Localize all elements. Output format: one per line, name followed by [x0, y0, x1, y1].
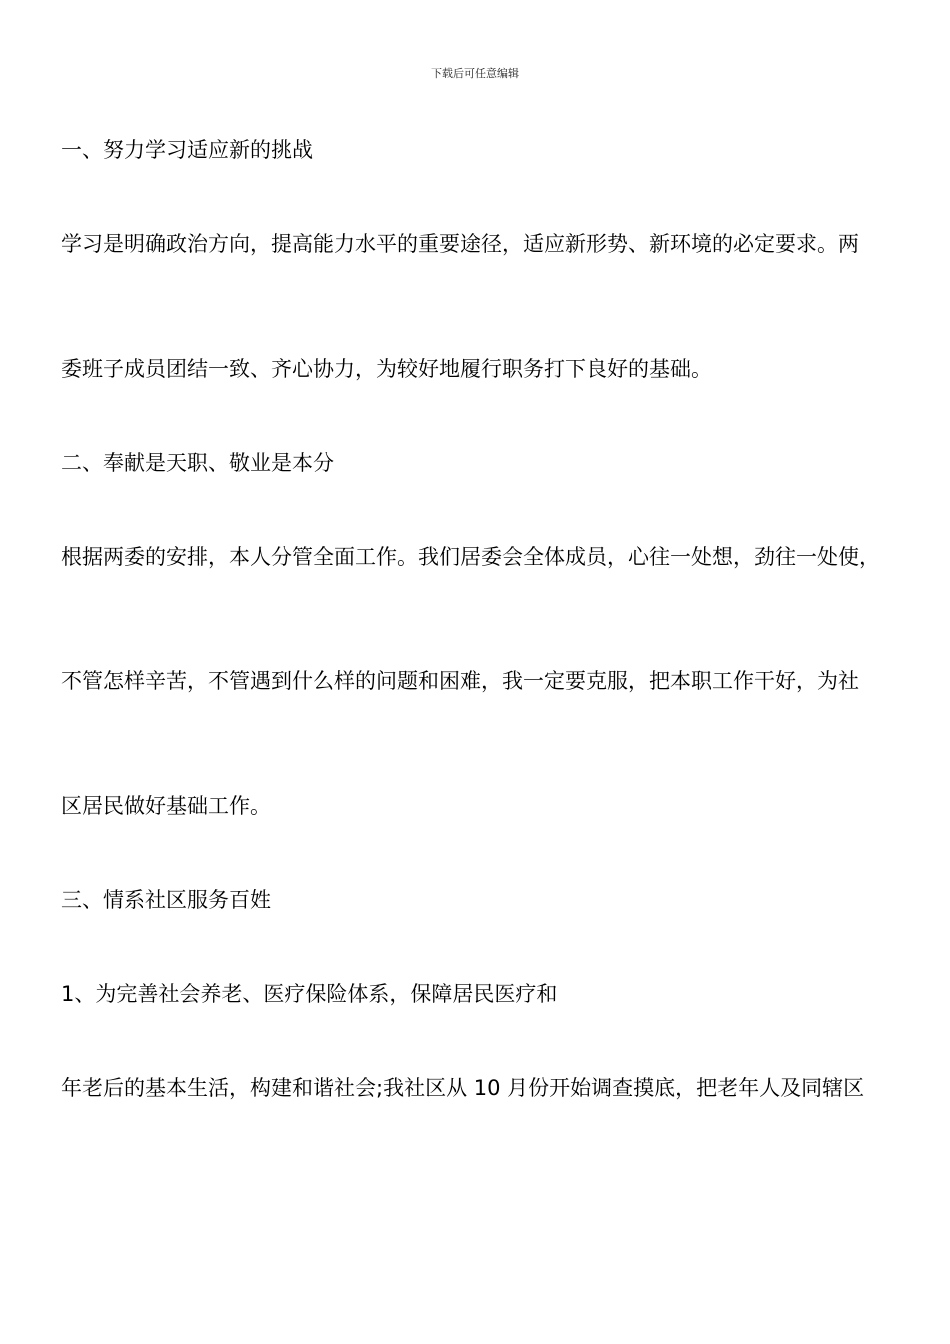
- section-heading-3: 三、情系社区服务百姓: [61, 888, 271, 912]
- paragraph-line: 不管怎样辛苦，不管遇到什么样的问题和困难，我一定要克服，把本职工作干好，为社: [61, 669, 859, 693]
- paragraph-line: 学习是明确政治方向，提高能力水平的重要途径，适应新形势、新环境的必定要求。两: [61, 232, 859, 256]
- section-heading-1: 一、努力学习适应新的挑战: [61, 138, 313, 162]
- list-item-line: 1、为完善社会养老、医疗保险体系，保障居民医疗和: [61, 982, 558, 1006]
- paragraph-line: 年老后的基本生活，构建和谐社会;我社区从 10 月份开始调查摸底，把老年人及同辖区: [61, 1076, 865, 1100]
- page-header: 下载后可任意编辑: [431, 67, 519, 80]
- paragraph-line: 根据两委的安排，本人分管全面工作。我们居委会全体成员，心往一处想，劲往一处使，: [61, 545, 880, 569]
- paragraph-line: 区居民做好基础工作。: [61, 794, 271, 818]
- paragraph-line: 委班子成员团结一致、齐心协力，为较好地履行职务打下良好的基础。: [61, 357, 712, 381]
- section-heading-2: 二、奉献是天职、敬业是本分: [61, 451, 334, 475]
